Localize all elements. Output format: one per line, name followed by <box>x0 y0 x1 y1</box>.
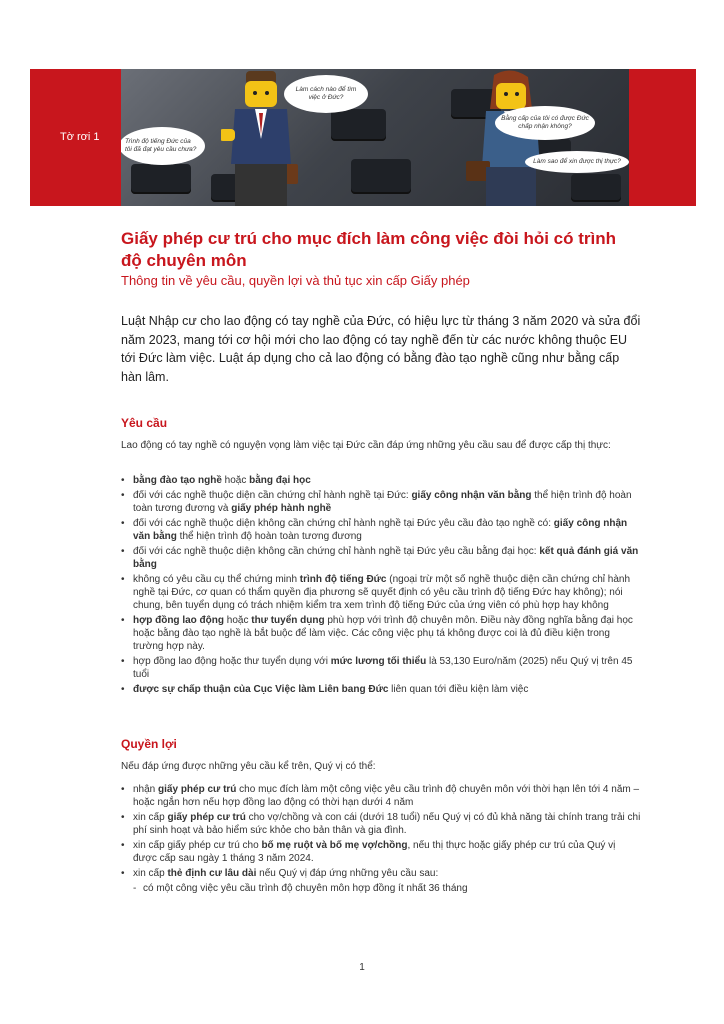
body-text: không có yêu cầu cụ thể chứng minh <box>133 574 300 585</box>
list-item <box>121 839 641 865</box>
body-text: (ngoại trừ một số nghề thuộc diện cần chứng chỉ hành nghề tại Đức, cơ quan có thẩm quyền địa phương sẽ quyết định có yêu cầu trình độ tiếng Đức hay không); nói chung, bên tuyển dụng có trách nhiệm kiểm tra xem trình độ tiếng Đức của ứng viên có phù hợp hay không <box>133 574 631 611</box>
body-text: hoặc <box>223 615 252 626</box>
banner-photo <box>121 69 629 206</box>
emphasis-text: giấy phép cư trú <box>167 812 246 823</box>
leaflet-label: Tờ rơi 1 <box>60 131 100 143</box>
body-text: là 53,130 Euro/năm (2025) nếu Quý vị trên 45 tuổi <box>133 656 633 680</box>
body-text: , nếu thị thực hoặc giấy phép cư trú của Quý vị được cấp sau ngày 1 tháng 3 năm 2024. <box>133 840 616 864</box>
emphasis-text: trình độ tiếng Đức <box>299 574 387 585</box>
emphasis-text: giấy công nhận văn bằng <box>411 490 532 501</box>
body-text: hoặc <box>221 475 250 486</box>
benefits-list <box>121 783 641 897</box>
banner-right-band <box>629 69 696 206</box>
emphasis-text: giấy công nhận văn bằng <box>133 518 628 542</box>
list-item <box>121 811 641 837</box>
body-text: phù hợp với trình độ chuyên môn. Điều này đồng nghĩa bằng đại học hoặc bằng đào tạo nghề là bắt buộc để làm việc. Các công việc phụ tá không được coi là đủ điều kiện trong trường hợp này. <box>133 615 633 652</box>
list-item <box>121 683 641 696</box>
speech-bubble: Bằng cấp của tôi có được Đức chấp nhận không? <box>495 106 595 140</box>
emphasis-text: giấy phép hành nghề <box>231 503 332 514</box>
emphasis-text: được sự chấp thuận của Cục Việc làm Liên bang Đức <box>133 684 389 695</box>
body-text: thể hiện trình độ hoàn toàn tương đương <box>176 531 362 542</box>
keyboard-key <box>131 164 191 194</box>
body-text: đối với các nghề thuộc diện không cần chứng chỉ hành nghề tại Đức yêu cầu đào tạo nghề có: <box>133 518 554 529</box>
body-text: xin cấp <box>133 868 168 879</box>
emphasis-text: bằng đào tạo nghề <box>133 475 222 486</box>
list-subitem: - có một công việc yêu cầu trình độ chuyên môn hợp đồng ít nhất 36 tháng <box>121 882 641 895</box>
emphasis-text: hợp đồng lao động <box>133 615 224 626</box>
banner-left-band <box>30 69 121 206</box>
body-text: xin cấp giấy phép cư trú cho <box>133 840 262 851</box>
list-item <box>121 783 641 809</box>
requirements-lead: Lao động có tay nghề có nguyện vọng làm việc tại Đức cần đáp ứng những yêu cầu sau để được cấp thị thực: <box>121 440 611 451</box>
header-banner <box>30 69 696 206</box>
keyboard-key <box>351 159 411 194</box>
section-heading-requirements: Yêu cầu <box>121 416 168 430</box>
page-subtitle: Thông tin về yêu cầu, quyền lợi và thủ tục xin cấp Giấy phép <box>121 273 470 288</box>
emphasis-text: mức lương tối thiểu <box>330 656 427 667</box>
list-item <box>121 655 641 681</box>
list-item <box>121 867 641 880</box>
page-number: 1 <box>359 962 365 973</box>
emphasis-text: bố mẹ ruột và bố mẹ vợ/chồng <box>261 840 408 851</box>
requirements-list <box>121 474 641 698</box>
list-item <box>121 573 641 612</box>
body-text: cho vợ/chồng và con cái (dưới 18 tuổi) nếu Quý vị có đủ khả năng tài chính trang trải chi phí sinh hoạt và bảo hiểm sức khỏe cho bản thân và gia đình. <box>133 812 641 836</box>
body-text: xin cấp <box>133 812 168 823</box>
body-text: nếu Quý vị đáp ứng những yêu cầu sau: <box>256 868 439 879</box>
emphasis-text: bằng đại học <box>249 475 311 486</box>
emphasis-text: thẻ định cư lâu dài <box>167 868 257 879</box>
speech-bubble: Làm sao để xin được thị thực? <box>525 151 629 173</box>
benefits-lead: Nếu đáp ứng được những yêu cầu kể trên, Quý vị có thể: <box>121 761 376 772</box>
keyboard-key <box>331 109 386 141</box>
section-heading-benefits: Quyền lợi <box>121 737 177 751</box>
speech-bubble: Làm cách nào để tìm việc ở Đức? <box>284 75 368 113</box>
emphasis-text: thư tuyển dụng <box>251 615 325 626</box>
list-item <box>121 489 641 515</box>
body-text: liên quan tới điều kiện làm việc <box>388 684 529 695</box>
page-title: Giấy phép cư trú cho mục đích làm công việc đòi hỏi có trình độ chuyên môn <box>121 229 616 270</box>
body-text: cho mục đích làm một công việc yêu cầu trình độ chuyên môn với thời hạn lên tới 4 năm – hoặc ngắn hơn nếu hợp đồng lao động có thời hạn dưới 4 năm <box>133 784 640 808</box>
body-text: đối với các nghề thuộc diện không cần chứng chỉ hành nghề tại Đức yêu cầu bằng đại học: <box>133 546 540 557</box>
speech-bubble: Trình độ tiếng Đức của tôi đã đạt yêu cầu chưa? <box>121 127 205 165</box>
list-item <box>121 517 641 543</box>
intro-paragraph: Luật Nhập cư cho lao động có tay nghề của Đức, có hiệu lực từ tháng 3 năm 2020 và sửa đổi năm 2023, mang tới cơ hội mới cho lao động có tay nghề đến từ các nước không thuộc EU tới Đức làm việc. Luật áp dụng cho cả lao động có bằng đào tạo nghề cũng như bằng cấp hàn lâm. <box>121 314 641 384</box>
list-item <box>121 545 641 571</box>
keyboard-key <box>571 174 621 202</box>
list-item <box>121 614 641 653</box>
body-text: thể hiện trình độ hoàn toàn tương đương và <box>133 490 632 514</box>
body-text: nhận <box>133 784 159 795</box>
body-text: đối với các nghề thuộc diện cần chứng chỉ hành nghề tại Đức: <box>133 490 412 501</box>
emphasis-text: kết quả đánh giá văn bằng <box>133 546 639 570</box>
emphasis-text: giấy phép cư trú <box>158 784 237 795</box>
body-text: hợp đồng lao động hoặc thư tuyển dụng với <box>133 656 331 667</box>
list-item <box>121 474 641 487</box>
